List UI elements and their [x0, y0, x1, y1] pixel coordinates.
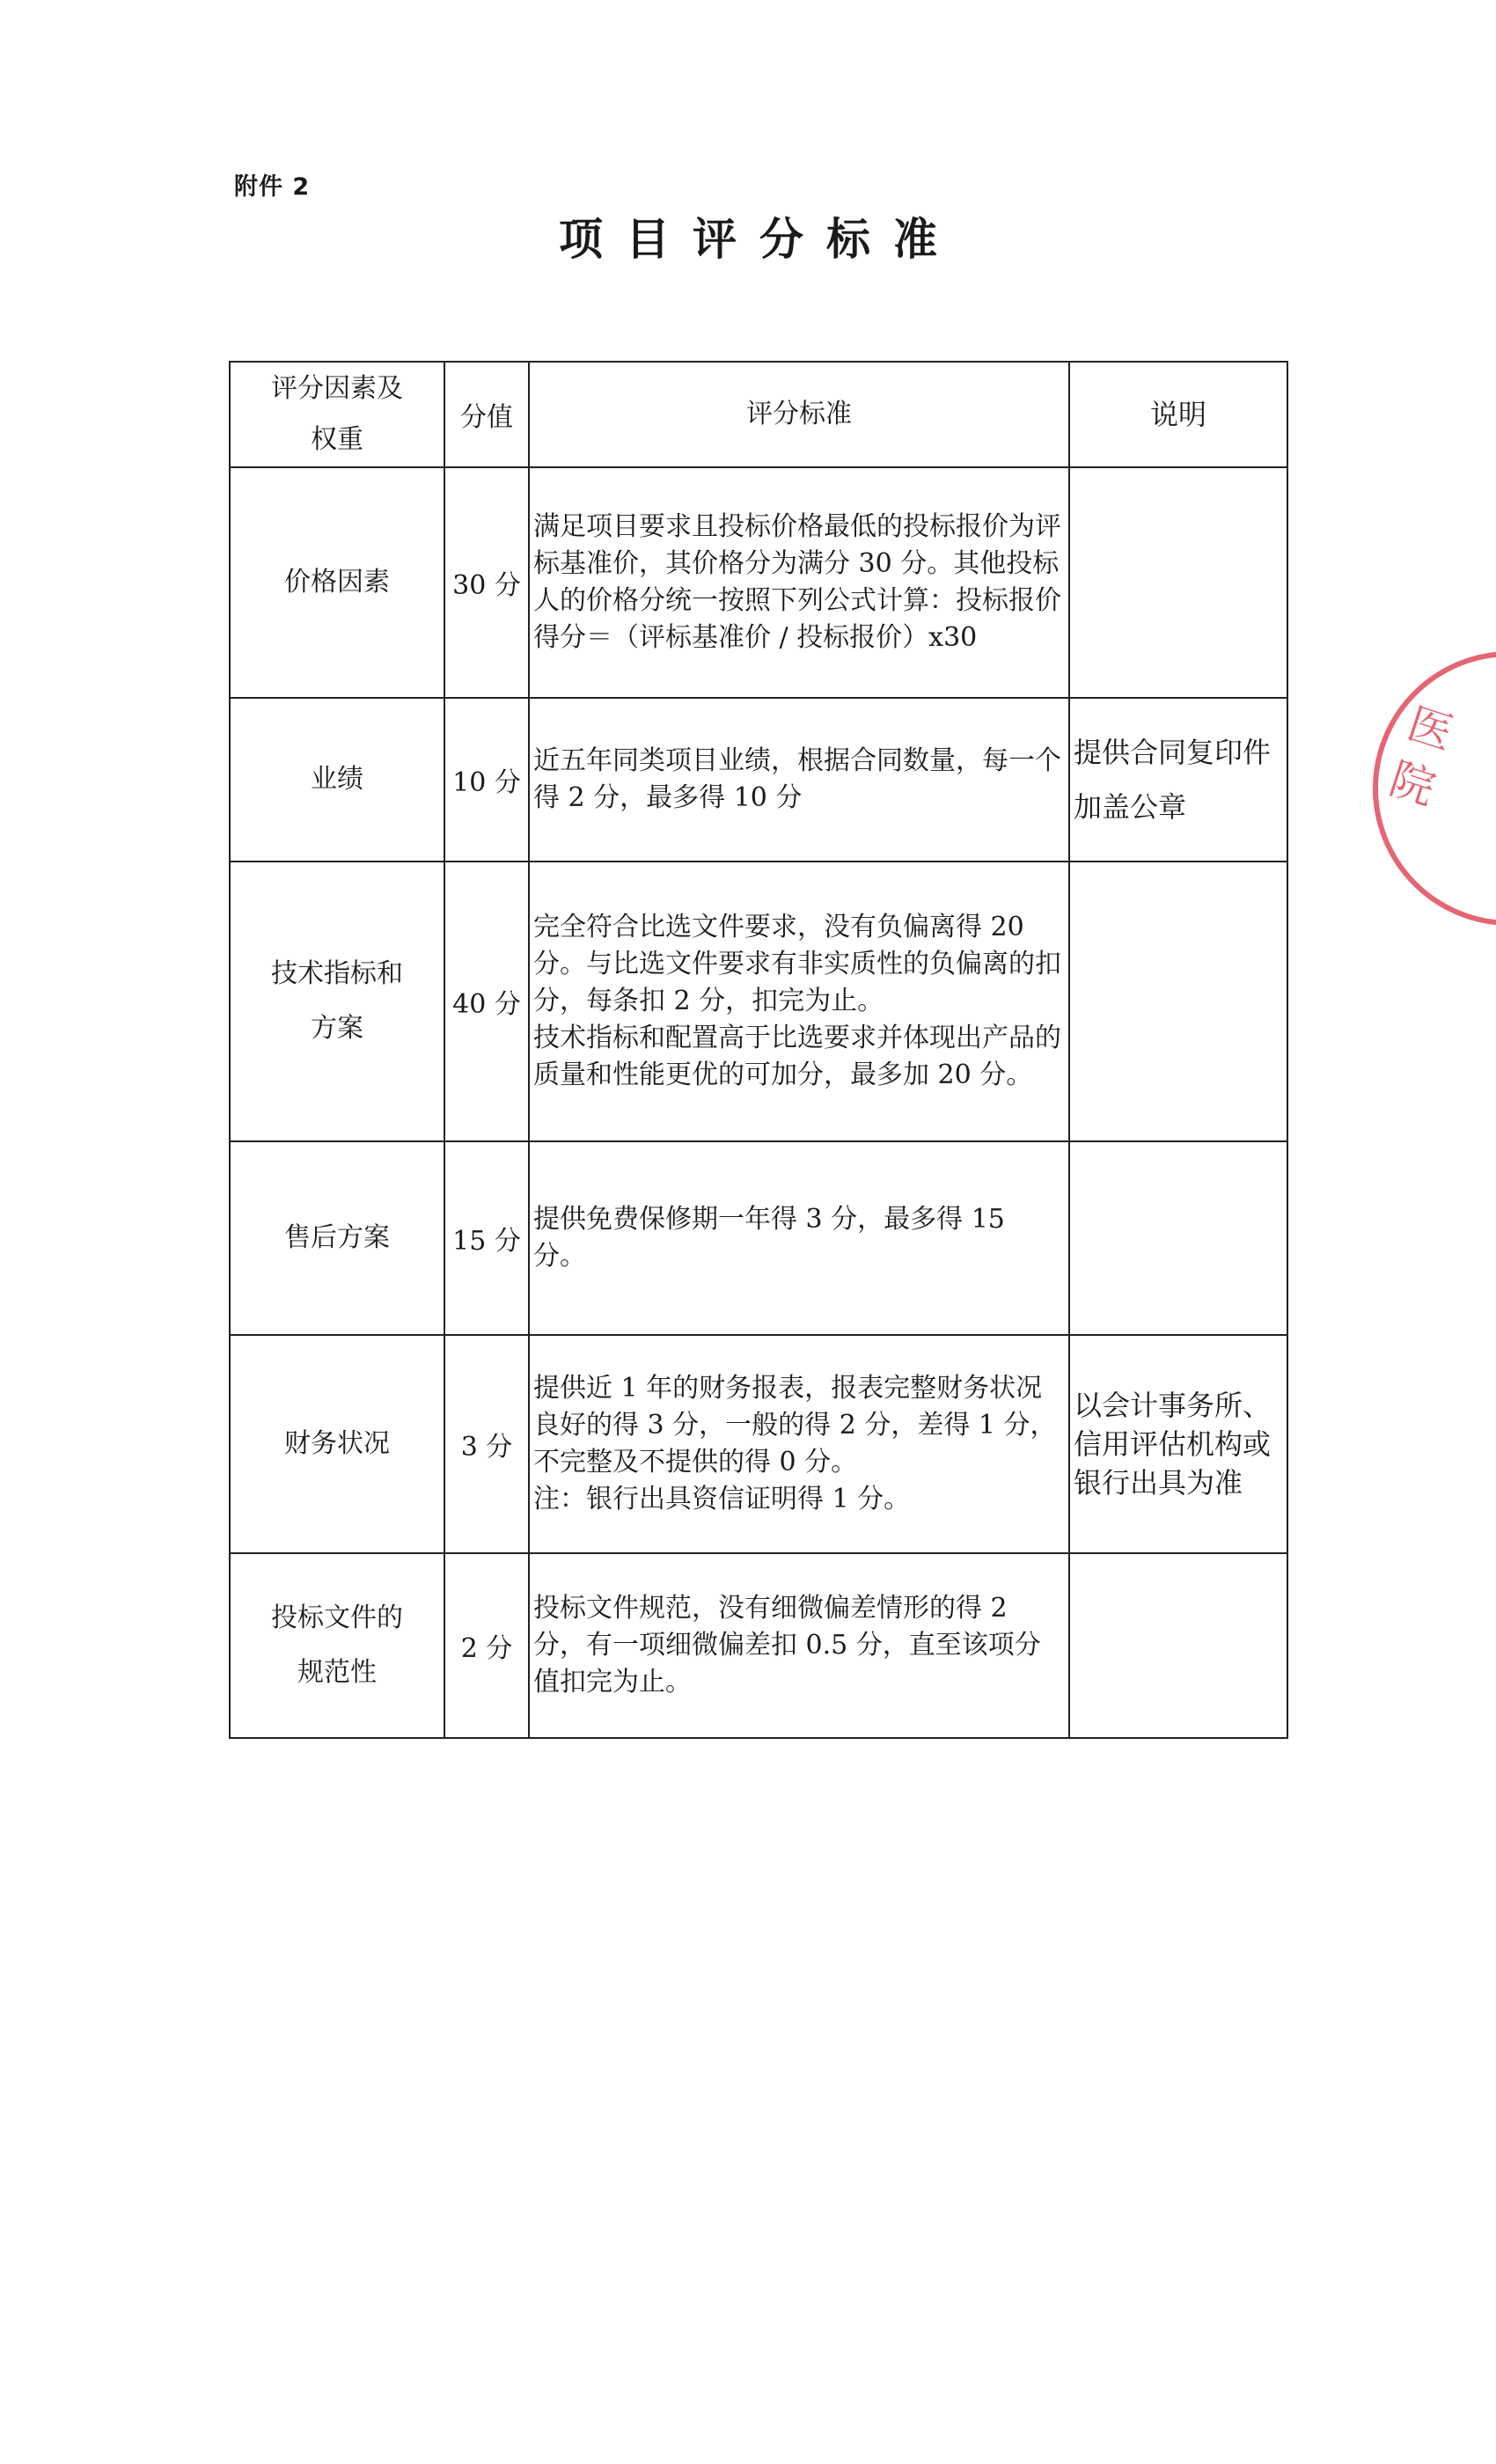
official-seal-text: 医院	[1383, 697, 1460, 816]
row-factor-line-2: 规范性	[297, 1657, 377, 1688]
row-criteria: 近五年同类项目业绩，根据合同数量，每一个得 2 分，最多得 10 分	[529, 698, 1069, 862]
row-factor-line-1: 技术指标和	[271, 958, 403, 989]
row-factor: 财务状况	[230, 1335, 444, 1553]
row-factor	[230, 862, 444, 1141]
row-note	[1069, 1553, 1287, 1738]
row-factor: 售后方案	[230, 1141, 444, 1335]
row-note	[1069, 467, 1287, 698]
row-note: 以会计事务所、信用评估机构或银行出具为准	[1069, 1335, 1287, 1553]
row-factor	[230, 1553, 444, 1738]
header-score: 分值	[444, 362, 529, 467]
page-title: 项目评分标准	[559, 214, 960, 265]
row-criteria	[529, 1335, 1069, 1553]
header-note: 说明	[1069, 362, 1287, 467]
row-note	[1069, 1141, 1287, 1335]
row-criteria-para-1: 提供近 1 年的财务报表，报表完整财务状况良好的得 3 分，一般的得 2 分，差得 1 分，不完整及不提供的得 0 分。	[533, 1373, 1057, 1478]
row-score: 3 分	[444, 1335, 529, 1553]
row-note: 提供合同复印件加盖公章	[1069, 698, 1287, 862]
row-factor: 业绩	[230, 698, 444, 862]
row-score: 40 分	[444, 862, 529, 1141]
header-factor-line-2: 权重	[311, 424, 363, 455]
table-row	[230, 1335, 1287, 1553]
table-row	[230, 1141, 1287, 1335]
row-factor: 价格因素	[230, 467, 444, 698]
row-criteria	[529, 862, 1069, 1141]
row-score: 15 分	[444, 1141, 529, 1335]
row-note	[1069, 862, 1287, 1141]
table-row	[230, 698, 1287, 862]
table-header-row	[230, 362, 1287, 467]
table-row	[230, 862, 1287, 1141]
row-score: 30 分	[444, 467, 529, 698]
row-criteria-para-2: 技术指标和配置高于比选要求并体现出产品的质量和性能更优的可加分，最多加 20 分。	[533, 1023, 1061, 1090]
row-criteria: 投标文件规范，没有细微偏差情形的得 2 分，有一项细微偏差扣 0.5 分，直至该项分值扣完为止。	[529, 1553, 1069, 1738]
row-score: 2 分	[444, 1553, 529, 1738]
row-factor-line-2: 方案	[311, 1013, 363, 1044]
table-row	[230, 1553, 1287, 1738]
header-criteria: 评分标准	[529, 362, 1069, 467]
scoring-table	[229, 361, 1288, 1739]
row-criteria-para-2: 注：银行出具资信证明得 1 分。	[533, 1484, 911, 1514]
header-factor-line-1: 评分因素及	[271, 373, 403, 404]
attachment-label: 附件 2	[234, 173, 311, 201]
row-factor-line-1: 投标文件的	[271, 1602, 403, 1633]
row-criteria: 提供免费保修期一年得 3 分，最多得 15 分。	[529, 1141, 1069, 1335]
row-score: 10 分	[444, 698, 529, 862]
row-criteria: 满足项目要求且投标价格最低的投标报价为评标基准价，其价格分为满分 30 分。其他投标人的价格分统一按照下列公式计算：投标报价得分＝（评标基准价 / 投标报价）x30	[529, 467, 1069, 698]
table-row	[230, 467, 1287, 698]
header-factor	[230, 362, 444, 467]
row-criteria-para-1: 完全符合比选文件要求，没有负偏离得 20 分。与比选文件要求有非实质性的负偏离的扣分，每条扣 2 分，扣完为止。	[533, 912, 1061, 1016]
